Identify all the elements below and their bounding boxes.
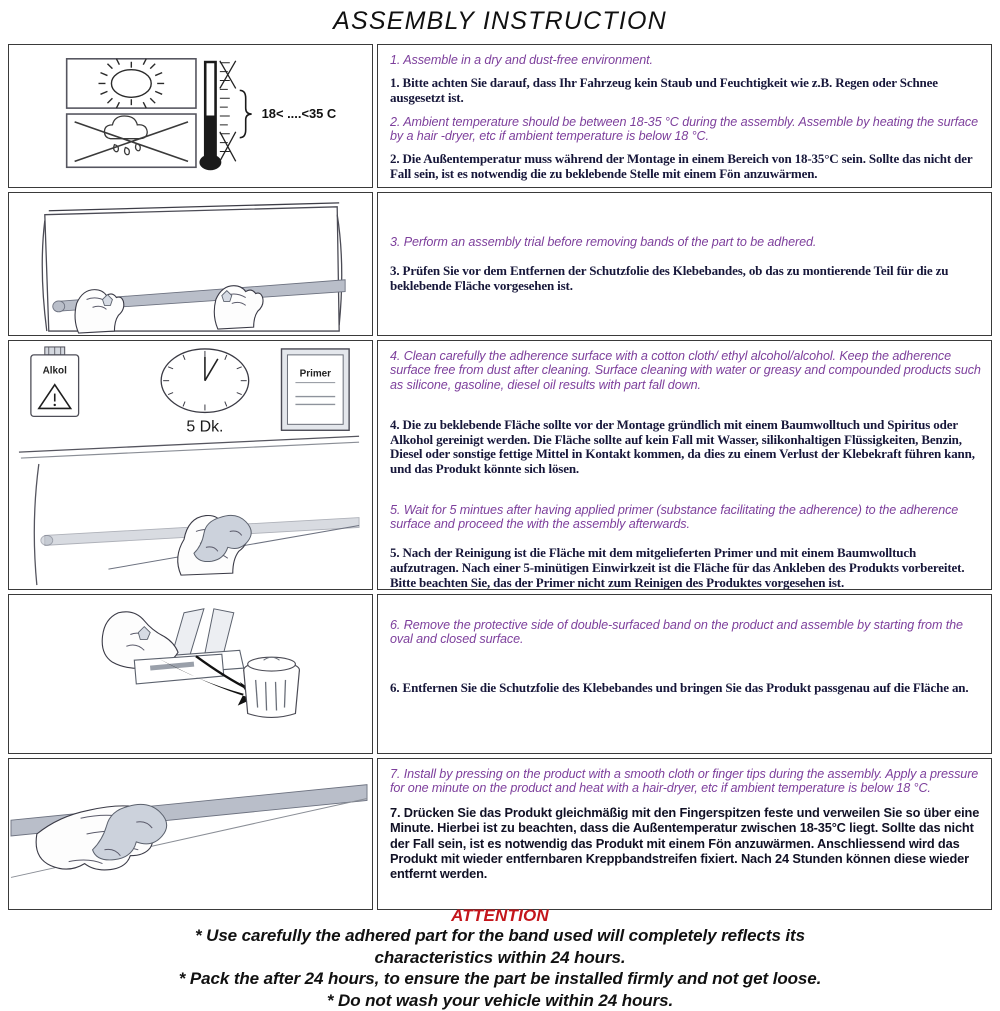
instruction-text-2: [377, 192, 992, 336]
attention-line-4: * Do not wash your vehicle within 24 hours.: [0, 990, 1000, 1011]
step5-de-line1: 5. Nach der Reinigung ist die Fläche mit dem mitgelieferten Primer und mit einem Baumwolltuch aufzutragen. Nach einer 5-minütigen Einwirkzeit ist die Fläche für das Ankleben des Produkts vorbereitet. Bitte beachten Sie, das der Primer nicht zum Reinigen des Produktes vorgesehen ist.: [390, 546, 981, 590]
illustration-panel-2: [8, 192, 373, 336]
excluded-high-range: [220, 61, 236, 89]
alcohol-bottle-label: Alkol: [43, 366, 68, 377]
instruction-row-3: [8, 340, 992, 590]
attention-line-2: characteristics within 24 hours.: [0, 947, 1000, 969]
rain-panel-frame: [67, 114, 196, 167]
step1-en-line2: 2. Ambient temperature should be between 18-35 °C during the assembly. Assemble by heating the surface by a hair -dryer, etc if ambient temperature is below 18 °C.: [390, 115, 981, 144]
page-title: ASSEMBLY INSTRUCTION: [0, 0, 1000, 40]
attention-heading: ATTENTION: [0, 906, 1000, 925]
primer-document-icon: [281, 349, 349, 430]
step1-de-line2: 2. Die Außentemperatur muss während der Montage in einem Bereich von 18-35°C sein. Sollte das nicht der Fall sein, ist es notwendig die zu beklebende Stelle mit einem Fön anzuwärmen.: [390, 152, 981, 181]
primer-document-label: Primer: [300, 369, 332, 380]
clock-duration-label: 5 Dk.: [186, 418, 223, 435]
instruction-text-3: [377, 340, 992, 590]
thermometer-icon: [199, 61, 251, 170]
step1-de-line1: 1. Bitte achten Sie darauf, dass Ihr Fahrzeug kein Staub und Feuchtigkeit wie z.B. Regen oder Schnee ausgesetzt ist.: [390, 76, 981, 105]
step3-en-line1: 3. Perform an assembly trial before removing bands of the part to be adhered.: [390, 235, 981, 249]
attention-line-3: * Pack the after 24 hours, to ensure the part be installed firmly and not get loose.: [0, 968, 1000, 990]
thermometer-range-label: 18< ....<35 C: [262, 106, 337, 121]
instruction-text-4: [377, 594, 992, 754]
illustration-panel-4: [8, 594, 373, 754]
instruction-row-4: [8, 594, 992, 754]
step6-en-line1: 6. Remove the protective side of double-surfaced band on the product and assemble by starting from the oval and closed surface.: [390, 618, 981, 647]
illustration-panel-3: [8, 340, 373, 590]
instruction-text-5: [377, 758, 992, 910]
attention-line-1: * Use carefully the adhered part for the band used will completely reflects its: [0, 925, 1000, 947]
illustration-panel-1: [8, 44, 373, 188]
excluded-low-range: [220, 132, 236, 162]
step5-en-line1: 5. Wait for 5 mintues after having applied primer (substance facilitating the adherence) to the adherence surface and proceed the with the assembly afterwards.: [390, 503, 981, 532]
trash-bin-icon: [244, 657, 300, 717]
step7-en-line1: 7. Install by pressing on the product with a smooth cloth or finger tips during the assembly. Apply a pressure for one minute on the product and heat with a hair-dryer, etc if ambient temperature is below 18 °C.: [390, 767, 981, 796]
step4-en-line1: 4. Clean carefully the adherence surface with a cotton cloth/ ethyl alcohol/alcohol. Keep the adherence surface free from dust after cleaning. Surface cleaning with water or greasy and compounded products such as silicone, gasoline, diesel oil results with part fall down.: [390, 349, 981, 392]
instruction-row-5: [8, 758, 992, 910]
range-brace: [240, 90, 252, 137]
step3-de-line1: 3. Prüfen Sie vor dem Entfernen der Schutzfolie des Klebebandes, ob das zu montierende Teil für die zu beklebende Fläche vorgesehen ist.: [390, 264, 981, 293]
instruction-text-1: [377, 44, 992, 188]
illustration-panel-5: [8, 758, 373, 910]
step6-de-line1: 6. Entfernen Sie die Schutzfolie des Klebebandes und bringen Sie das Produkt passgenau auf die Fläche an.: [390, 681, 981, 696]
attention-footer: [0, 906, 1000, 1011]
step1-en-line1: 1. Assemble in a dry and dust-free environment.: [390, 53, 981, 67]
instruction-row-1: [8, 44, 992, 188]
step4-de-line1: 4. Die zu beklebende Fläche sollte vor der Montage gründlich mit einem Baumwolltuch und Spiritus oder Alkohol gereinigt werden. Die Fläche sollte auf kein Fall mit Wasser, silikonhaltigen Flüssigkeiten, Benzin, Diesel oder sonstige fettige Mittel in Kontakt kommen, da dies zu einem Verlust der Klebekraft führen kann, und das Produkt könnte sich lösen.: [390, 418, 981, 476]
step7-de-line1: 7. Drücken Sie das Produkt gleichmäßig mit den Fingerspitzen feste und verweilen Sie so über eine Minute. Hierbei ist zu beachten, dass die Außentemperatur zwischen 18-35°C liegt. Sollte das nicht der Fall sein, ist es notwendig das Produkt mit einem Fön anzuwärmen. Anschliessend wird das Produkt mit wieder entfernbaren Kreppbandstreifen fixiert. Nach 24 Stunden können diese wieder entfernt werden.: [390, 805, 981, 882]
instruction-grid: [8, 44, 992, 914]
clock-icon: [161, 349, 249, 412]
instruction-row-2: [8, 192, 992, 336]
